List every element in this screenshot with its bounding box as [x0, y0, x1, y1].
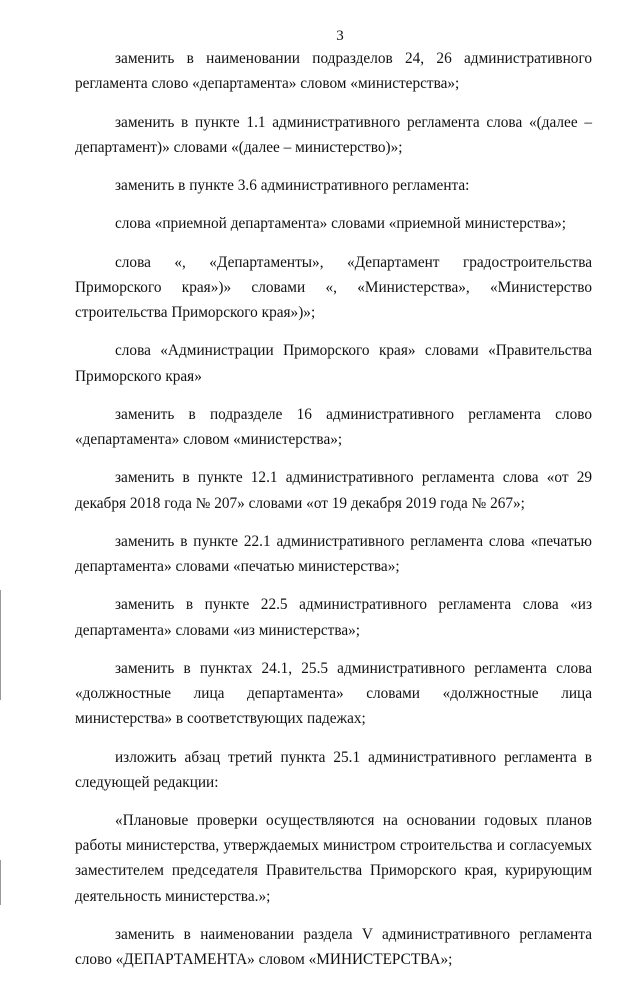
paragraph: заменить в подразделе 16 административного регламента слово «департамента» словом «министерства»; — [75, 405, 592, 448]
paragraph: заменить в наименовании раздела V административного регламента слово «ДЕПАРТАМЕНТА» словом «МИНИСТЕРСТВА»; — [75, 925, 592, 969]
paragraph: заменить в пункте 1.1 административного регламента слова «(далее – департамент)» словами «(далее – министерство)»; — [75, 113, 592, 156]
paragraph: заменить в пунктах 24.1, 25.5 административного регламента слова «должностные лица департамента» словами «должностные лица министерства» в соответствующих падежах; — [75, 659, 592, 728]
paragraph: слова «приемной департамента» словами «приемной министерства»; — [115, 215, 567, 233]
paragraph: заменить в пункте 22.5 административного регламента слова «из департамента» словами «из министерства»; — [75, 596, 592, 639]
paragraph: «Плановые проверки осуществляются на основании годовых планов работы министерства, утверждаемых министром строительства и согласуемых заместителем председателя Правительства Приморского края, курирующим деятельность министерства.»; — [75, 812, 592, 905]
paragraph: заменить в пункте 22.1 административного регламента слова «печатью департамента» словами «печатью министерства»; — [75, 532, 592, 575]
document-body — [75, 46, 592, 985]
paragraph: заменить в пункте 12.1 административного регламента слова «от 29 декабря 2018 года № 207» словами «от 19 декабря 2019 года № 267»; — [75, 469, 592, 512]
scan-edge-mark — [0, 860, 1, 905]
paragraph: слова «Администрации Приморского края» словами «Правительства Приморского края» — [75, 342, 592, 385]
paragraph: слова «, «Департаменты», «Департамент градостроительства Приморского края»)» словами «, «Министерства», «Министерство строительства Приморского края»)»; — [75, 253, 592, 321]
paragraph: заменить в пункте 3.6 административного регламента: — [115, 177, 470, 194]
page-number: 3 — [336, 28, 344, 44]
paragraph: изложить абзац третий пункта 25.1 административного регламента в следующей редакции: — [75, 748, 592, 791]
scan-edge-mark — [0, 590, 1, 700]
paragraph: заменить в наименовании подразделов 24, 26 административного регламента слово «департамента» словом «министерства»; — [75, 50, 592, 93]
